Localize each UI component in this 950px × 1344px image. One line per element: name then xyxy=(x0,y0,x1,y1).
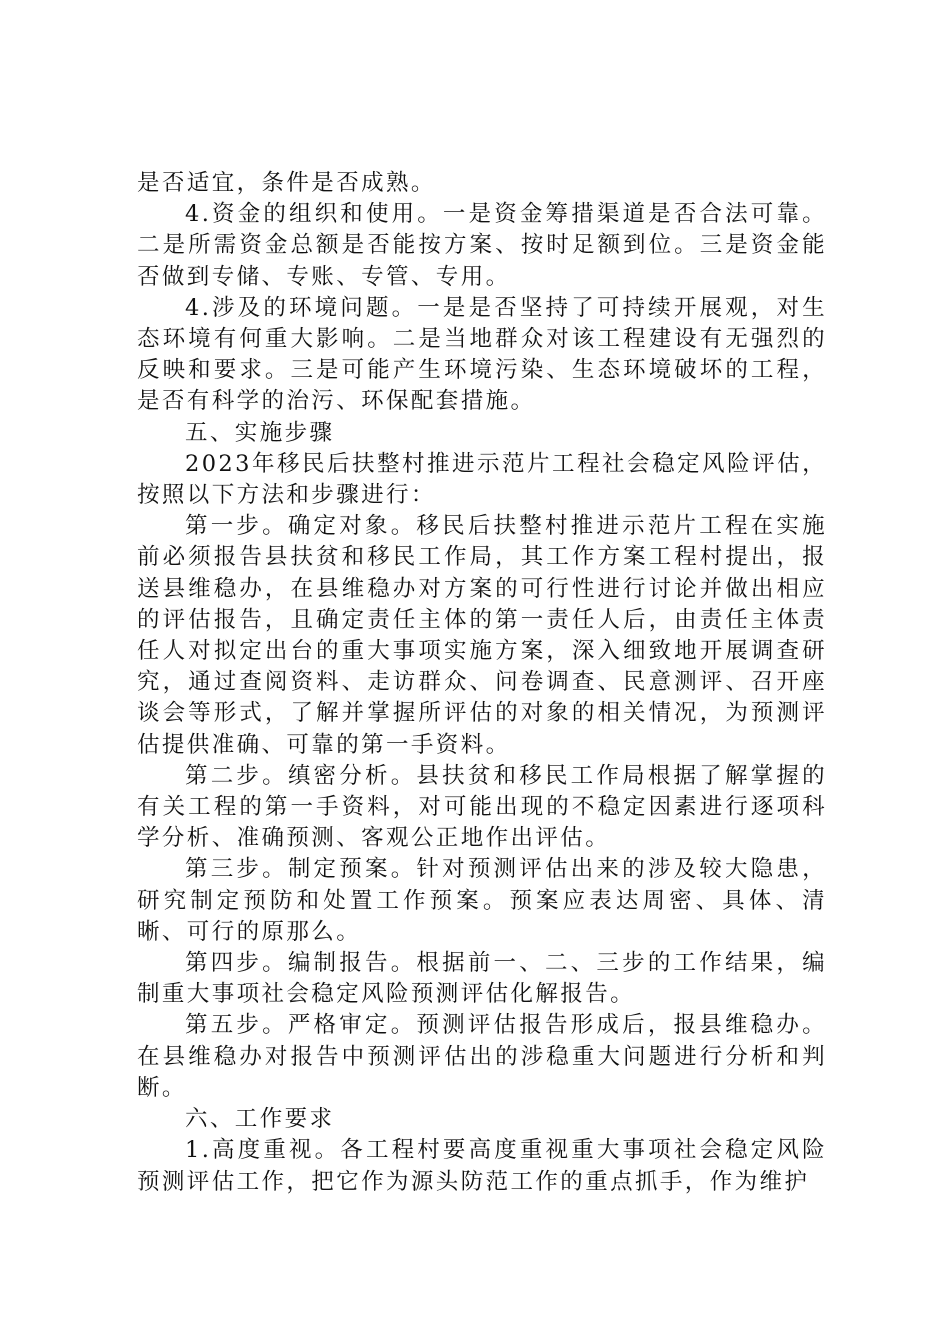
paragraph-step-three: 第三步。制定预案。针对预测评估出来的涉及较大隐患，研究制定预防和处置工作预案。预案应表达周密、具体、清晰、可行的原那么。 xyxy=(137,856,827,945)
paragraph-step-four: 第四步。编制报告。根据前一、二、三步的工作结果，编制重大事项社会稳定风险预测评估化解报告。 xyxy=(137,950,827,1008)
paragraph-funding: 4.资金的组织和使用。一是资金筹措渠道是否合法可靠。二是所需资金总额是否能按方案、按时足额到位。三是资金能否做到专储、专账、专管、专用。 xyxy=(137,201,827,290)
paragraph-environment: 4.涉及的环境问题。一是是否坚持了可持续开展观，对生态环境有何重大影响。二是当地群众对该工程建设有无强烈的反映和要求。三是可能产生环境污染、生态环境破坏的工程，是否有科学的治污、环保配套措施。 xyxy=(137,294,827,415)
document-body xyxy=(137,168,827,1198)
section-heading-implementation-steps: 五、实施步骤 xyxy=(185,419,335,446)
paragraph-continuation: 是否适宜，条件是否成熟。 xyxy=(137,170,436,196)
paragraph-step-five: 第五步。严格审定。预测评估报告形成后，报县维稳办。在县维稳办对报告中预测评估出的涉稳重大问题进行分析和判断。 xyxy=(137,1012,827,1101)
paragraph-step-one: 第一步。确定对象。移民后扶整村推进示范片工程在实施前必须报告县扶贫和移民工作局，其工作方案工程村提出，报送县维稳办，在县维稳办对方案的可行性进行讨论并做出相应的评估报告，且确定责任主体的第一责任人后，由责任主体责任人对拟定出台的重大事项实施方案，深入细致地开展调查研究，通过查阅资料、走访群众、问卷调查、民意测评、召开座谈会等形式，了解并掌握所评估的对象的相关情况，为预测评估提供准确、可靠的第一手资料。 xyxy=(137,513,827,758)
paragraph-requirement-one: 1.高度重视。各工程村要高度重视重大事项社会稳定风险预测评估工作，把它作为源头防范工作的重点抓手，作为维护 xyxy=(137,1137,827,1195)
paragraph-step-two: 第二步。缜密分析。县扶贫和移民工作局根据了解掌握的有关工程的第一手资料，对可能出现的不稳定因素进行逐项科学分析、准确预测、客观公正地作出评估。 xyxy=(137,762,827,852)
section-heading-work-requirements: 六、工作要求 xyxy=(185,1106,335,1133)
paragraph-steps-intro: 2023年移民后扶整村推进示范片工程社会稳定风险评估，按照以下方法和步骤进行： xyxy=(137,450,827,509)
